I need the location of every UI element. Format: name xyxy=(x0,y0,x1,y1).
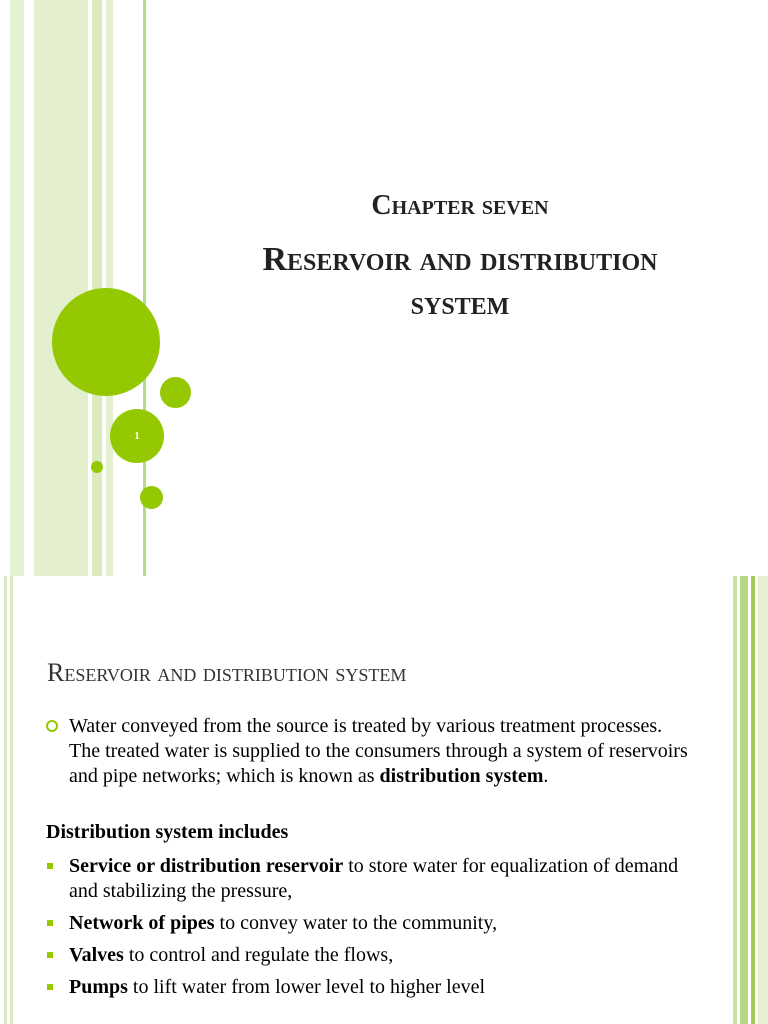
list-item-term: Valves xyxy=(69,944,124,966)
decor-line xyxy=(751,576,755,1024)
square-bullet-icon xyxy=(47,920,53,926)
decor-line xyxy=(733,576,737,1024)
list-item-term: Service or distribution reservoir xyxy=(69,855,344,877)
intro-end: . xyxy=(543,765,549,787)
content-slide xyxy=(0,576,768,1024)
list-item-text: to store water for equalization of demand and stabilizing the pressure, xyxy=(69,855,679,902)
slide-number-badge xyxy=(110,409,164,463)
slide-title-line2: system xyxy=(410,285,510,322)
list-item-term: Pumps xyxy=(69,976,128,998)
slide-number: 1 xyxy=(134,430,140,442)
list-item xyxy=(46,943,696,968)
decor-line xyxy=(10,576,13,1024)
decor-stripe xyxy=(0,0,10,576)
decor-stripe xyxy=(113,0,143,576)
list-item-text: to control and regulate the flows, xyxy=(123,944,394,966)
decor-stripe xyxy=(10,0,24,576)
list-item-text: to lift water from lower level to higher level xyxy=(127,976,486,998)
square-bullet-icon xyxy=(47,952,53,958)
decor-line xyxy=(758,576,768,1024)
list-item xyxy=(46,854,696,904)
decor-circle-large xyxy=(52,288,160,396)
list-item-term: Network of pipes xyxy=(69,912,215,934)
intro-paragraph xyxy=(46,714,696,789)
decor-circle-small xyxy=(140,486,163,509)
intro-bold-term: distribution system xyxy=(379,765,544,787)
list-item xyxy=(46,975,696,1000)
decor-line xyxy=(4,576,7,1024)
chapter-label: Chapter seven xyxy=(371,190,549,221)
decor-circle-tiny xyxy=(91,461,103,473)
decor-circle-medium xyxy=(160,377,191,408)
square-bullet-icon xyxy=(47,984,53,990)
decor-stripe xyxy=(24,0,34,576)
slide-title-line1: Reservoir and distribution xyxy=(262,241,658,278)
decor-line xyxy=(740,576,748,1024)
decor-stripe xyxy=(34,0,88,576)
component-list xyxy=(46,854,696,1007)
content-heading: Reservoir and distribution system xyxy=(47,658,407,687)
square-bullet-icon xyxy=(47,863,53,869)
intro-text: Water conveyed from the source is treated by various treatment processes. The treated water is supplied to the consumers through a system of reservoirs and pipe networks; which is known as xyxy=(69,715,688,787)
ring-bullet-icon xyxy=(46,720,58,732)
list-item-text: to convey water to the community, xyxy=(214,912,498,934)
list-item xyxy=(46,911,696,936)
slide-title xyxy=(180,238,740,326)
sub-heading: Distribution system includes xyxy=(46,821,289,843)
